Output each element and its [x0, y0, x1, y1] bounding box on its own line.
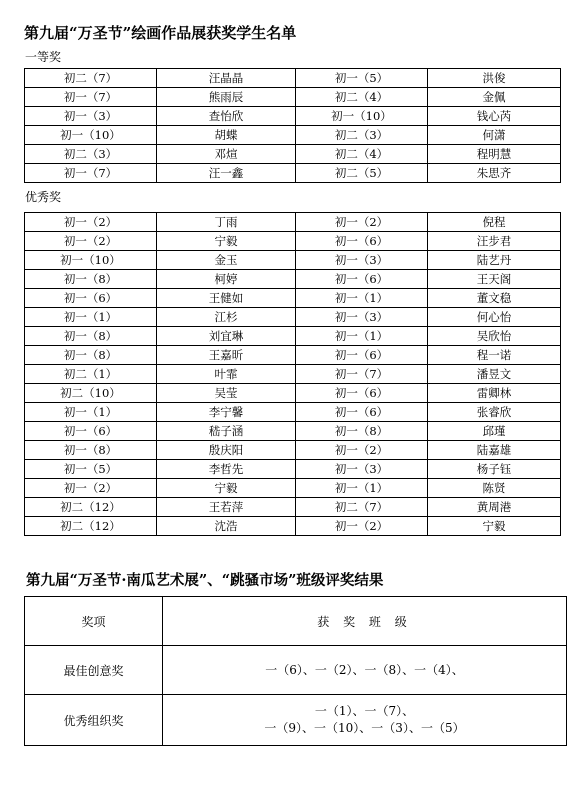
- award-classes-line: 一（1）、一（7）、: [314, 704, 415, 718]
- class-cell: 初一（6）: [25, 289, 157, 308]
- table-row: [25, 346, 561, 365]
- table-row: [25, 164, 561, 183]
- student-name-cell: 潘昱文: [428, 365, 561, 384]
- first-prize-label: 一等奖: [25, 50, 62, 64]
- table-row: [25, 308, 561, 327]
- header-award: 奖项: [25, 597, 163, 646]
- student-name-cell: 嵇子涵: [157, 422, 296, 441]
- student-name-cell: 陆嘉雄: [428, 441, 561, 460]
- first-prize-table: [24, 68, 561, 183]
- award-name: 优秀组织奖: [25, 695, 163, 746]
- class-cell: 初一（6）: [25, 422, 157, 441]
- student-name-cell: 陈贤: [428, 479, 561, 498]
- student-name-cell: 汪一鑫: [157, 164, 296, 183]
- class-cell: 初一（10）: [25, 126, 157, 145]
- student-name-cell: 张睿欣: [428, 403, 561, 422]
- student-name-cell: 程明慧: [428, 145, 561, 164]
- student-name-cell: 何心怡: [428, 308, 561, 327]
- student-name-cell: 江杉: [157, 308, 296, 327]
- excellence-label: 优秀奖: [25, 190, 62, 204]
- class-cell: 初二（1）: [25, 365, 157, 384]
- class-cell: 初二（3）: [25, 145, 157, 164]
- student-name-cell: 柯婷: [157, 270, 296, 289]
- table-row: [25, 289, 561, 308]
- student-name-cell: 何潇: [428, 126, 561, 145]
- student-name-cell: 查怡欣: [157, 107, 296, 126]
- class-cell: 初一（8）: [296, 422, 428, 441]
- class-cell: 初一（1）: [25, 403, 157, 422]
- student-name-cell: 王嘉昕: [157, 346, 296, 365]
- student-name-cell: 丁雨: [157, 213, 296, 232]
- class-cell: 初一（3）: [296, 251, 428, 270]
- table-row: [25, 232, 561, 251]
- student-name-cell: 邱瑾: [428, 422, 561, 441]
- class-cell: 初一（2）: [25, 232, 157, 251]
- class-cell: 初一（7）: [296, 365, 428, 384]
- class-cell: 初二（7）: [25, 69, 157, 88]
- class-cell: 初一（2）: [25, 213, 157, 232]
- table-row: [25, 69, 561, 88]
- class-cell: 初一（3）: [296, 308, 428, 327]
- table-row: [25, 460, 561, 479]
- table-row: [25, 498, 561, 517]
- student-name-cell: 李宁馨: [157, 403, 296, 422]
- student-name-cell: 程一诺: [428, 346, 561, 365]
- student-name-cell: 钱心芮: [428, 107, 561, 126]
- student-name-cell: 宁毅: [157, 232, 296, 251]
- award-classes: [163, 695, 567, 746]
- page-title: 第九届“万圣节”绘画作品展获奖学生名单: [24, 24, 297, 42]
- student-name-cell: 金玉: [157, 251, 296, 270]
- class-cell: 初一（7）: [25, 88, 157, 107]
- class-cell: 初一（10）: [25, 251, 157, 270]
- table-row: [25, 517, 561, 536]
- class-cell: 初一（5）: [296, 69, 428, 88]
- class-cell: 初二（4）: [296, 88, 428, 107]
- student-name-cell: 王健如: [157, 289, 296, 308]
- table-row: [25, 126, 561, 145]
- table-row: [25, 441, 561, 460]
- student-name-cell: 宁毅: [428, 517, 561, 536]
- award-classes: [163, 646, 567, 695]
- student-name-cell: 吴欣怡: [428, 327, 561, 346]
- class-cell: 初一（10）: [296, 107, 428, 126]
- table-row: [25, 88, 561, 107]
- student-name-cell: 李哲先: [157, 460, 296, 479]
- table-row: [25, 270, 561, 289]
- award-classes-line: 一（6）、一（2）、一（8）、一（4）、: [265, 662, 464, 677]
- class-cell: 初二（10）: [25, 384, 157, 403]
- student-name-cell: 熊雨辰: [157, 88, 296, 107]
- excellence-table: [24, 212, 561, 536]
- class-cell: 初一（7）: [25, 164, 157, 183]
- class-cell: 初一（2）: [296, 517, 428, 536]
- class-results-table: [24, 596, 567, 746]
- student-name-cell: 王若萍: [157, 498, 296, 517]
- table-row: [25, 403, 561, 422]
- student-name-cell: 刘宜琳: [157, 327, 296, 346]
- class-cell: 初一（1）: [25, 308, 157, 327]
- student-name-cell: 陆艺丹: [428, 251, 561, 270]
- student-name-cell: 雷卿林: [428, 384, 561, 403]
- class-cell: 初一（2）: [25, 479, 157, 498]
- class-results-row: [25, 695, 567, 746]
- student-name-cell: 胡蝶: [157, 126, 296, 145]
- student-name-cell: 邓煊: [157, 145, 296, 164]
- class-cell: 初一（6）: [296, 384, 428, 403]
- student-name-cell: 殷庆阳: [157, 441, 296, 460]
- class-cell: 初二（3）: [296, 126, 428, 145]
- class-cell: 初一（6）: [296, 346, 428, 365]
- table-row: [25, 422, 561, 441]
- class-cell: 初一（1）: [296, 289, 428, 308]
- table-row: [25, 251, 561, 270]
- student-name-cell: 叶霏: [157, 365, 296, 384]
- student-name-cell: 汪晶晶: [157, 69, 296, 88]
- table-row: [25, 365, 561, 384]
- class-cell: 初二（5）: [296, 164, 428, 183]
- class-cell: 初一（6）: [296, 403, 428, 422]
- class-cell: 初一（6）: [296, 270, 428, 289]
- table-row: [25, 107, 561, 126]
- student-name-cell: 沈浩: [157, 517, 296, 536]
- class-cell: 初一（3）: [296, 460, 428, 479]
- award-classes-line: 一（9）、一（10）、一（3）、一（5）: [264, 721, 465, 735]
- table-row: [25, 145, 561, 164]
- table-row: [25, 479, 561, 498]
- class-cell: 初一（3）: [25, 107, 157, 126]
- student-name-cell: 倪程: [428, 213, 561, 232]
- table-row: [25, 327, 561, 346]
- student-name-cell: 金佩: [428, 88, 561, 107]
- student-name-cell: 王天阁: [428, 270, 561, 289]
- class-cell: 初一（6）: [296, 232, 428, 251]
- header-classes: 获 奖 班 级: [163, 597, 567, 646]
- class-cell: 初一（8）: [25, 346, 157, 365]
- class-cell: 初一（8）: [25, 270, 157, 289]
- class-cell: 初一（5）: [25, 460, 157, 479]
- class-cell: 初一（1）: [296, 327, 428, 346]
- class-cell: 初一（2）: [296, 441, 428, 460]
- class-results-title: 第九届“万圣节·南瓜艺术展”、“跳骚市场”班级评奖结果: [26, 572, 384, 589]
- table-row: [25, 384, 561, 403]
- class-results-header-row: [25, 597, 567, 646]
- class-cell: 初一（8）: [25, 327, 157, 346]
- student-name-cell: 董文稳: [428, 289, 561, 308]
- class-cell: 初二（12）: [25, 498, 157, 517]
- table-row: [25, 213, 561, 232]
- class-cell: 初二（7）: [296, 498, 428, 517]
- student-name-cell: 吴莹: [157, 384, 296, 403]
- student-name-cell: 杨子钰: [428, 460, 561, 479]
- student-name-cell: 洪俊: [428, 69, 561, 88]
- student-name-cell: 朱思齐: [428, 164, 561, 183]
- class-cell: 初一（1）: [296, 479, 428, 498]
- class-cell: 初二（4）: [296, 145, 428, 164]
- class-cell: 初二（12）: [25, 517, 157, 536]
- student-name-cell: 汪步君: [428, 232, 561, 251]
- award-name: 最佳创意奖: [25, 646, 163, 695]
- student-name-cell: 宁毅: [157, 479, 296, 498]
- class-cell: 初一（8）: [25, 441, 157, 460]
- student-name-cell: 黄周港: [428, 498, 561, 517]
- class-results-row: [25, 646, 567, 695]
- class-cell: 初一（2）: [296, 213, 428, 232]
